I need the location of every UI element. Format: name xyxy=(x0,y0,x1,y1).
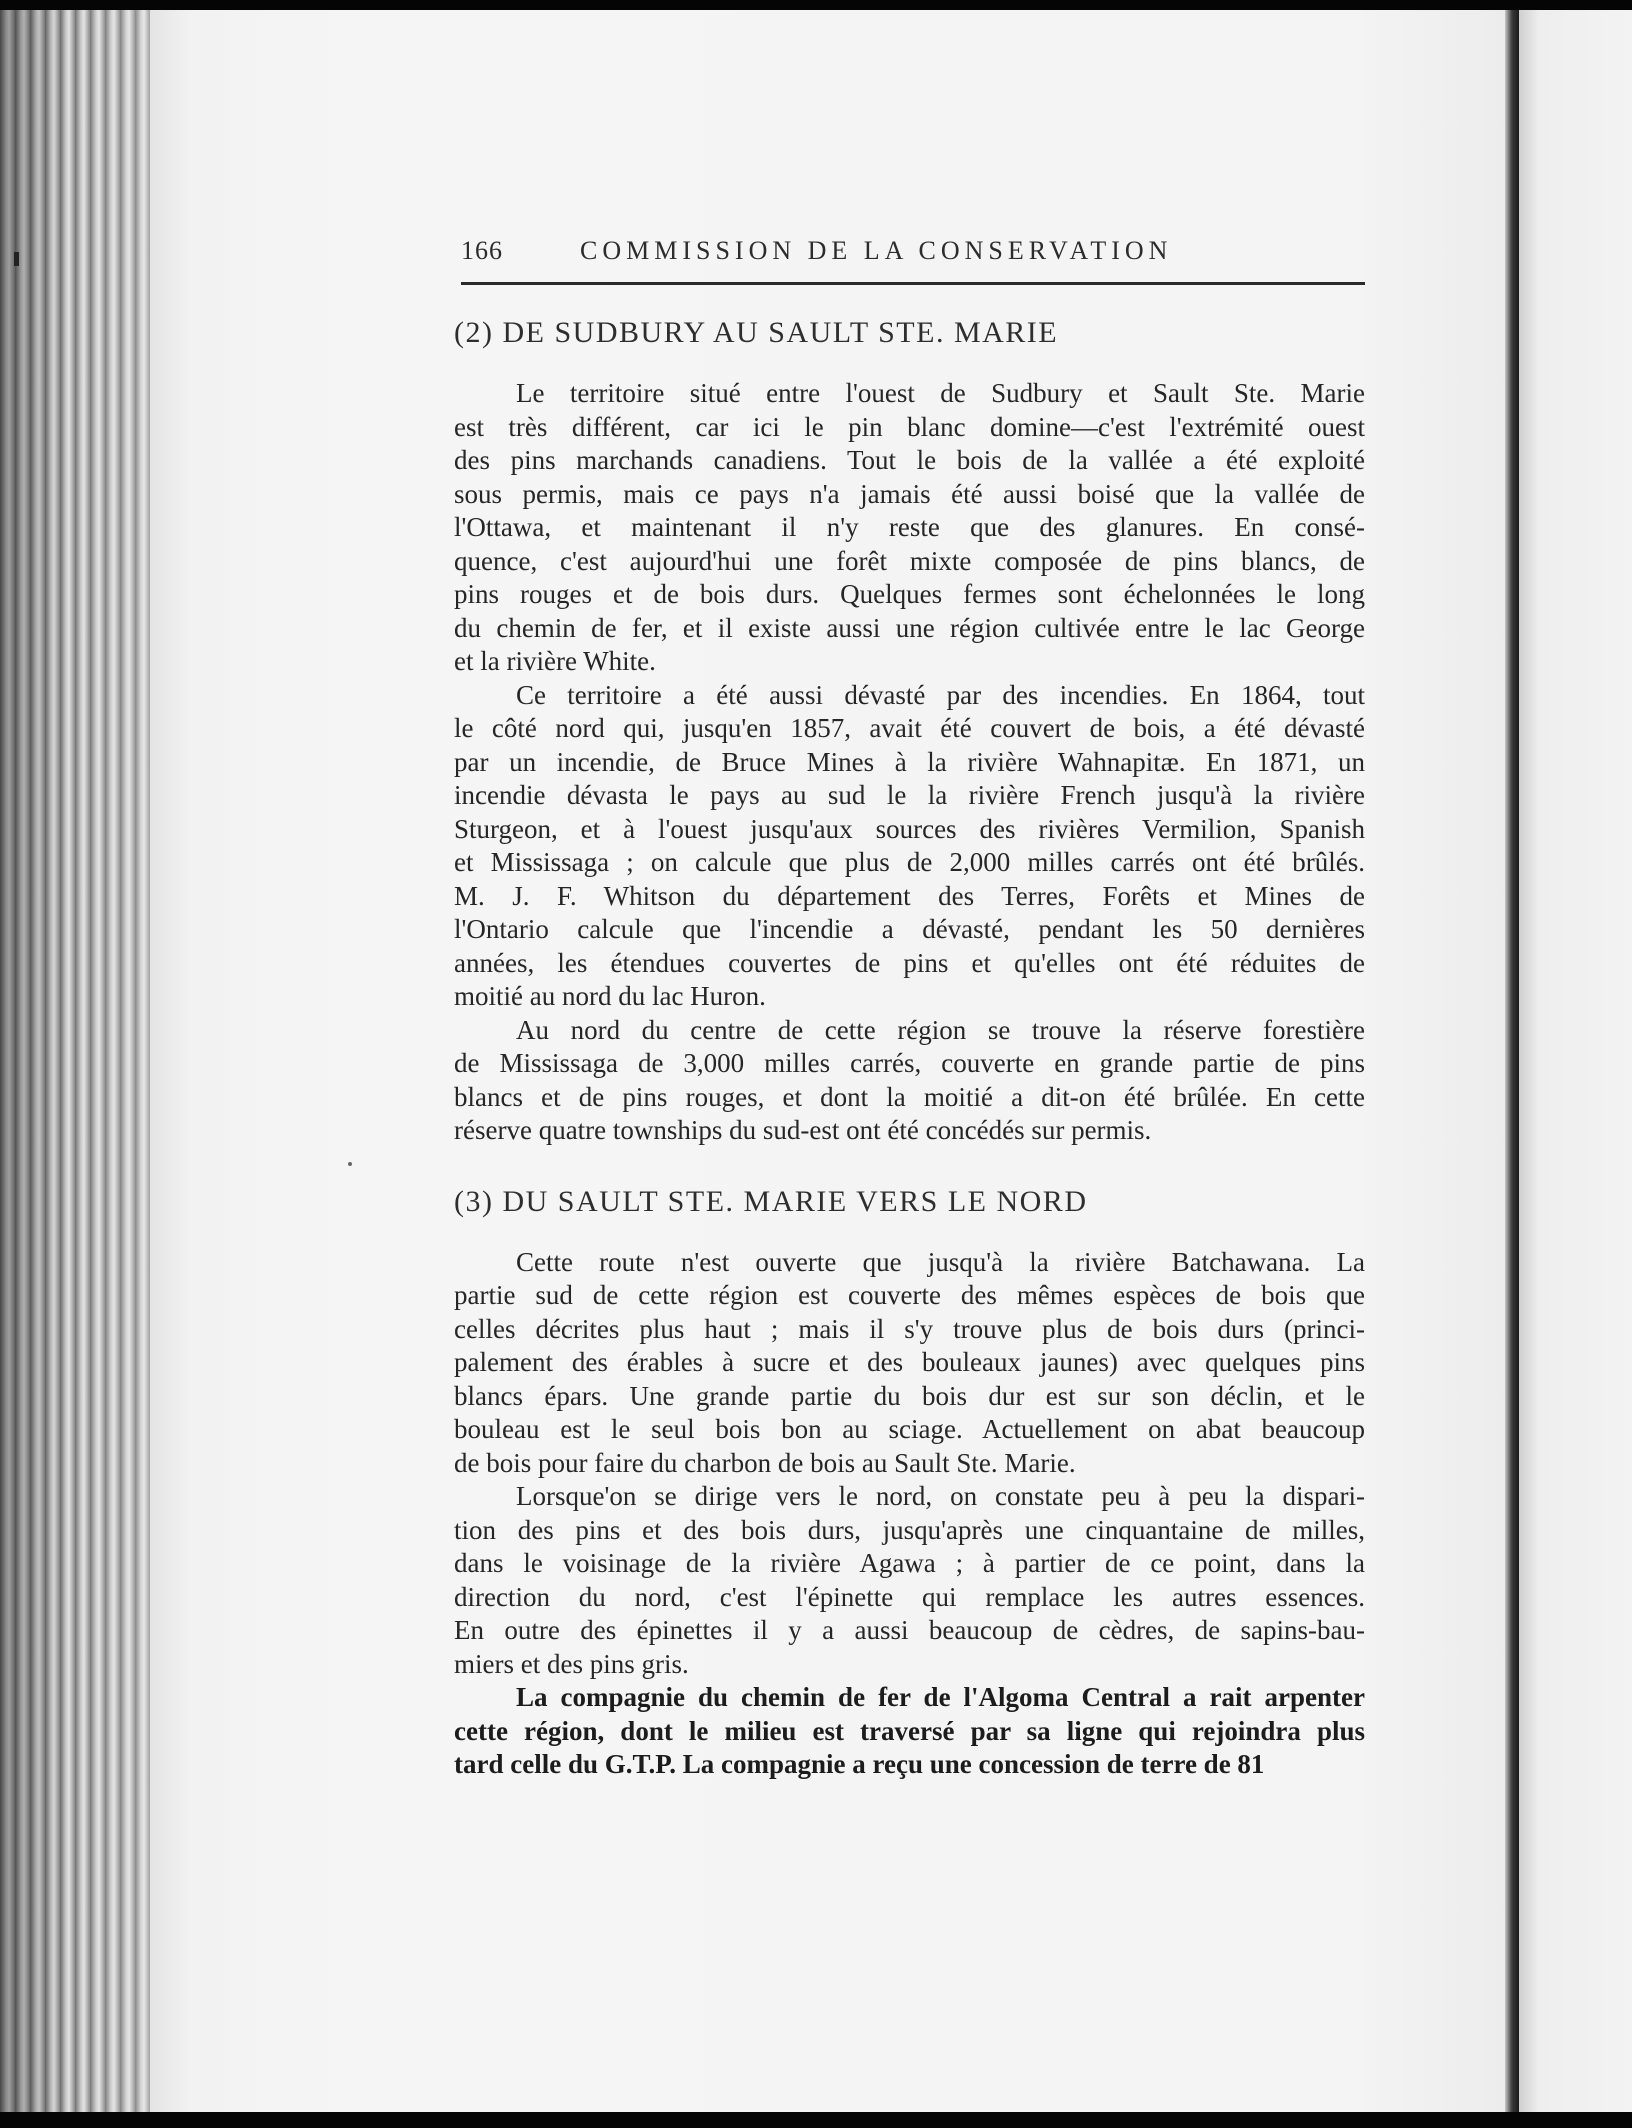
page-number: 166 xyxy=(461,236,503,265)
text-line: le côté nord qui, jusqu'en 1857, avait été couvert de bois, a été dévasté xyxy=(454,713,1365,743)
dust-speck xyxy=(348,1162,352,1166)
text-line: années, les étendues couvertes de pins et qu'elles ont été réduites de xyxy=(454,947,1365,978)
book-page-edges xyxy=(0,10,160,2112)
paragraph xyxy=(454,1480,1365,1681)
text-line: l'Ottawa, et maintenant il n'y reste que des glanures. En consé- xyxy=(454,512,1365,542)
text-line: bouleau est le seul bois bon au sciage. Actuellement on abat beaucoup xyxy=(454,1414,1365,1444)
paragraph xyxy=(454,1014,1365,1148)
text-line: moitié au nord du lac Huron. xyxy=(454,981,766,1011)
text-line: miers et des pins gris. xyxy=(454,1648,689,1679)
text-line: M. J. F. Whitson du département des Terres, Forêts et Mines de xyxy=(454,880,1365,911)
text-line: sous permis, mais ce pays n'a jamais été aussi boisé que la vallée de xyxy=(454,478,1365,509)
text-line: direction du nord, c'est l'épinette qui remplace les autres essences. xyxy=(454,1581,1365,1612)
text-line: incendie dévasta le pays au sud le la rivière French jusqu'à la rivière xyxy=(454,780,1365,810)
text-line: Ce territoire a été aussi dévasté par des incendies. En 1864, tout xyxy=(516,679,1365,710)
text-line: Cette route n'est ouverte que jusqu'à la rivière Batchawana. La xyxy=(516,1246,1365,1277)
text-line: dans le voisinage de la rivière Agawa ; à partier de ce point, dans la xyxy=(454,1548,1365,1578)
paragraph xyxy=(454,1246,1365,1481)
text-line: du chemin de fer, et il existe aussi une région cultivée entre le lac George xyxy=(454,612,1365,643)
text-line: La compagnie du chemin de fer de l'Algoma Central a rait arpenter xyxy=(516,1682,1365,1712)
running-header xyxy=(461,236,1365,276)
text-line: des pins marchands canadiens. Tout le bois de la vallée a été exploité xyxy=(454,445,1365,475)
book-gutter xyxy=(1505,10,1519,2112)
paragraph xyxy=(454,377,1365,679)
text-line: blancs épars. Une grande partie du bois dur est sur son déclin, et le xyxy=(454,1380,1365,1411)
text-line: par un incendie, de Bruce Mines à la rivière Wahnapitæ. En 1871, un xyxy=(454,746,1365,777)
text-line: quence, c'est aujourd'hui une forêt mixte composée de pins blancs, de xyxy=(454,545,1365,576)
text-line: l'Ontario calcule que l'incendie a dévasté, pendant les 50 dernières xyxy=(454,914,1365,944)
text-line: de Mississaga de 3,000 milles carrés, couverte en grande partie de pins xyxy=(454,1048,1365,1078)
text-line: Lorsque'on se dirige vers le nord, on constate peu à peu la dispari- xyxy=(516,1481,1365,1511)
text-line: est très différent, car ici le pin blanc domine—c'est l'extrémité ouest xyxy=(454,411,1365,442)
text-line: et la rivière White. xyxy=(454,646,656,676)
text-line: tion des pins et des bois durs, jusqu'après une cinquantaine de milles, xyxy=(454,1514,1365,1545)
text-line: partie sud de cette région est couverte des mêmes espèces de bois que xyxy=(454,1280,1365,1310)
text-line: de bois pour faire du charbon de bois au Sault Ste. Marie. xyxy=(454,1447,1076,1478)
text-line: Au nord du centre de cette région se trouve la réserve forestière xyxy=(516,1014,1365,1045)
body-text xyxy=(454,314,1365,1782)
scan-mark xyxy=(14,252,19,266)
text-line: et Mississaga ; on calcule que plus de 2,000 milles carrés ont été brûlés. xyxy=(454,847,1365,877)
text-line: réserve quatre townships du sud-est ont été concédés sur permis. xyxy=(454,1115,1152,1145)
section-heading: (2) DE SUDBURY AU SAULT STE. MARIE xyxy=(454,316,1059,349)
scan-border-bottom xyxy=(0,2112,1632,2128)
text-line: pins rouges et de bois durs. Quelques fermes sont échelonnées le long xyxy=(454,579,1365,609)
header-rule xyxy=(461,282,1365,285)
paragraph xyxy=(454,1681,1365,1782)
text-line: cette région, dont le milieu est traversé par sa ligne qui rejoindra plus xyxy=(454,1715,1365,1746)
text-line: palement des érables à sucre et des bouleaux jaunes) avec quelques pins xyxy=(454,1347,1365,1377)
text-line: blancs et de pins rouges, et dont la moitié a dit-on été brûlée. En cette xyxy=(454,1081,1365,1112)
paragraph xyxy=(454,679,1365,1014)
running-title: COMMISSION DE LA CONSERVATION xyxy=(580,236,1173,265)
text-line: tard celle du G.T.P. La compagnie a reçu une concession de terre de 81 xyxy=(454,1749,1265,1779)
text-line: celles décrites plus haut ; mais il s'y trouve plus de bois durs (princi- xyxy=(454,1313,1365,1344)
section-heading: (3) DU SAULT STE. MARIE VERS LE NORD xyxy=(454,1184,1088,1218)
text-line: Sturgeon, et à l'ouest jusqu'aux sources des rivières Vermilion, Spanish xyxy=(454,813,1365,844)
text-line: Le territoire situé entre l'ouest de Sudbury et Sault Ste. Marie xyxy=(516,378,1365,408)
facing-page xyxy=(1519,10,1632,2112)
text-line: En outre des épinettes il y a aussi beaucoup de cèdres, de sapins-bau- xyxy=(454,1615,1365,1645)
